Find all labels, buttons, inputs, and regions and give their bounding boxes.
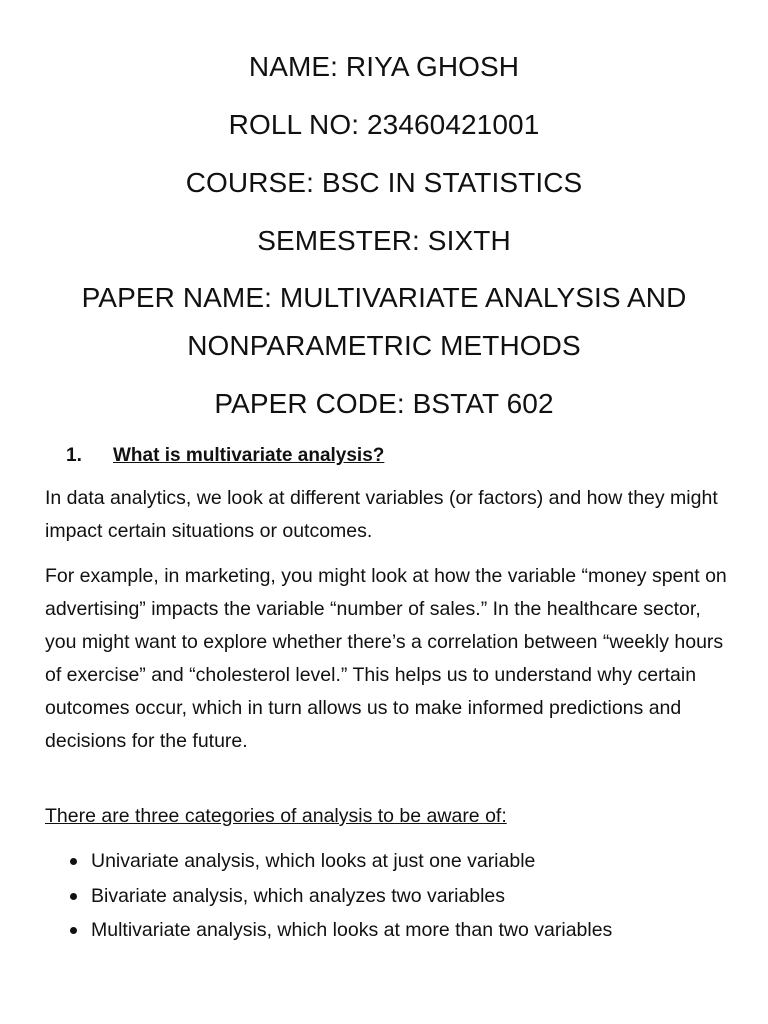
paper-code: PAPER CODE: BSTAT 602 (214, 388, 554, 419)
question-number: 1. (66, 445, 82, 466)
list-item (0, 879, 768, 914)
question-text: What is multivariate analysis? (113, 445, 385, 466)
student-name: NAME: RIYA GHOSH (248, 51, 520, 82)
roll-number: ROLL NO: 23460421001 (228, 109, 540, 140)
bullet-icon (70, 893, 77, 900)
semester: SEMESTER: SIXTH (257, 225, 511, 256)
paper-name-line-2: NONPARAMETRIC METHODS (187, 330, 581, 361)
bullet-icon (70, 858, 77, 865)
paragraph-intro: In data analytics, we look at different variables (or factors) and how they might impact certain situations or outcomes. (45, 487, 718, 542)
course: COURSE: BSC IN STATISTICS (185, 167, 583, 198)
list-item-text: Bivariate analysis, which analyzes two variables (91, 884, 506, 907)
categories-heading: There are three categories of analysis to be aware of: (45, 805, 507, 827)
list-item-text: Univariate analysis, which looks at just one variable (91, 850, 536, 872)
bullet-icon (70, 927, 77, 934)
paper-name-line-1: PAPER NAME: MULTIVARIATE ANALYSIS AND (81, 282, 687, 313)
question-heading (66, 443, 384, 469)
list-item (0, 913, 768, 948)
list-item-text: Multivariate analysis, which looks at more than two variables (91, 919, 613, 941)
paragraph-example: For example, in marketing, you might look at how the variable “money spent on advertising” impacts the variable “number of sales.” In the healthcare sector, you might want to explore whether there’s a correlation between “weekly hours of exercise” and “cholesterol level.” This helps us to understand why certain outcomes occur, which in turn allows us to make informed predictions and decisions for the future. (45, 565, 727, 752)
categories-list (0, 844, 768, 948)
list-item (0, 844, 768, 879)
